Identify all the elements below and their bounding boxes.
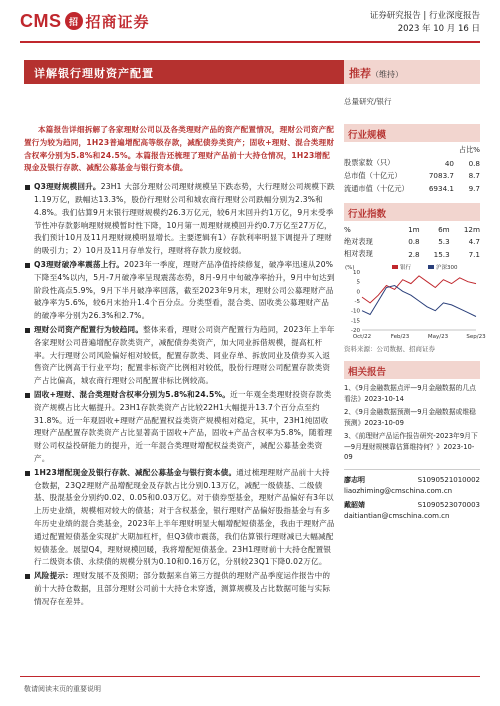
x-tick-label: May/23 — [427, 334, 449, 341]
footer-divider — [20, 676, 480, 677]
scale-table — [344, 144, 480, 195]
table-row: 股票家数（只） 40 0.8 — [344, 158, 480, 168]
rating-sub: （维持） — [371, 70, 403, 79]
bullet-item: Q3理财规模回升。23H1 大部分理财公司理财规模呈下跌态势，大行理财公司规模下跌1.19万亿，跌幅达13.3%，股份行理财公司和城农商行理财公司跌幅分别为2.3%和4.8%。我们估算9月末银行理财规模约26.3万亿元，较6月末回升约1万亿，9月末受季节性冲存款影响理财规模暂时性下降，10月第一周理财规模回升约0.7万亿至27万亿，我们预计10月及11月理财规模明显增长。主要逻辑有1）存款利率明显下调提升了理财的吸引力；2）10月及11月存单发行，理财将存款力度较弱。 — [24, 181, 336, 258]
legend-swatch — [428, 265, 434, 269]
related-report-link[interactable]: 2、《9月金融数据预测—9月金融数据或维稳预测》2023-10-09 — [344, 408, 476, 427]
legend-label: 沪深300 — [436, 265, 458, 272]
index-chart — [344, 262, 486, 342]
y-tick-label: -15 — [351, 318, 360, 325]
report-kind: 行业深度报告 — [428, 11, 480, 21]
rating-label: 推荐 — [349, 67, 371, 80]
bullet-list — [24, 181, 336, 608]
bullet-item: Q3理财破净率震荡上行。2023年一季度，理财产品净值持续修复，破净率迅速从20%下降至4%以内，5月-7月破净率呈现震荡态势，8月-9月中旬破净率抬升，9月中旬达到阶段性高点5.9%，9月下半月破净率回落，截至2023年9月末，理财公司公募理财产品破净率为5.6%，较6月末抬升1.4个百分点。分类型看，混合类、固收类公募理财产品的破净率分别为26.3%和2.7%。 — [24, 259, 336, 323]
related-report-link[interactable]: 1、《9月金融数据点评—9月金融数据的几点看法》2023-10-14 — [344, 384, 476, 403]
table-row: 绝对表现 0.8 5.3 4.7 — [344, 236, 480, 247]
page-header — [0, 0, 500, 42]
industry-tag: 总量研究/银行 — [344, 97, 392, 106]
x-tick-label: Sep/23 — [466, 334, 486, 341]
index-title: 行业指数 — [344, 203, 480, 221]
report-title: 详解银行理财资产配置 — [34, 67, 154, 80]
y-tick-label: 0 — [356, 289, 360, 296]
chart-source: 资料来源：公司数据、招商证券 — [344, 345, 435, 354]
rating-box — [344, 60, 480, 84]
related-report-link[interactable]: 3、《前理财产品运作报告研究-2023年9月下—9月理财规模靠估算维持何？》2023-10-09 — [344, 432, 478, 462]
scale-unit: 占比% — [458, 145, 480, 155]
table-row: 相对表现 2.8 15.3 7.1 — [344, 249, 480, 259]
table-row: 总市值（十亿元） 7083.7 8.7 — [344, 170, 480, 181]
related-list — [344, 383, 480, 463]
analyst-cert: S1090521010002 — [417, 475, 480, 484]
brand-logo — [20, 10, 150, 32]
analyst-block — [344, 469, 480, 522]
analyst-name: 戴韶婧 — [344, 500, 365, 509]
series-line — [362, 286, 476, 317]
logo-cn: 招商证券 — [85, 12, 150, 31]
bullet-item: 风险提示：理财发展不及预期；部分数据来自第三方提供的理财产品季度运作报告中的前十大持仓数据，且部分理财公司前十大持仓未穿透，测算规模及占比数据可能与实际情况存在差异。 — [24, 570, 336, 608]
legend-label: 银行 — [400, 265, 412, 272]
bullet-item: 理财公司资产配置行为较趋同。整体来看，理财公司资产配置行为趋同，2023年上半年各家理财公司普遍增配存款类资产，减配债券类资产，加大同业拆借规模，提高杠杆率。大行理财公司风险偏好相对较低，配置存款类、同业存单、拆放同业及债券买入返售资产比例高于行业平均；配置非标资产比例相对较低，股份行理财公司配置存款类资产占比偏高，城农商行理财公司配置非标比例较高。 — [24, 324, 336, 388]
y-axis-label: (%) — [345, 265, 355, 272]
scale-title: 行业规模 — [344, 124, 480, 142]
y-tick-label: -5 — [354, 299, 360, 306]
footer-note: 敬请阅读末页的重要说明 — [24, 685, 101, 693]
analyst-email[interactable]: liaozhiming@cmschina.com.cn — [344, 486, 453, 495]
header-meta: 证券研究报告 | 行业深度报告 2023 年 10 月 16 日 — [369, 11, 480, 34]
x-tick-label: Feb/23 — [390, 334, 410, 341]
table-row: 流通市值（十亿元） 6934.1 9.7 — [344, 183, 480, 194]
analyst-email[interactable]: daitiantian@cmschina.com.cn — [344, 511, 450, 520]
legend-swatch — [392, 265, 398, 269]
header-divider — [20, 41, 480, 43]
sidebar — [344, 124, 486, 525]
x-tick-label: Oct/22 — [352, 334, 372, 341]
main-content — [24, 124, 336, 609]
y-tick-label: 5 — [356, 279, 360, 286]
report-date: 2023 年 10 月 16 日 — [397, 24, 480, 34]
logo-cms: CMS — [20, 10, 62, 31]
index-chart-svg — [344, 262, 486, 342]
bullet-item: 1H23增配现金及银行存款、减配公募基金与银行资本债。通过梳理理财产品前十大持仓数据，23Q2理财产品增配现金及存款占比分别0.13万亿，减配一级债基、二级债基、股混基金分别约0.02、0.05和0.03万亿。对于债券型基金，理财产品偏好有3年以上历史业绩，规模相对较大的债基；对于含权基金，银行理财产品偏好股指基金与有多年历史业绩的混合类基金，2023年上半年理财明显大幅增配短债基金，我由于理财产品通过配置短债基金实现扩大期加杠杆，但Q3债市震荡，我们估算银行理财减已大幅减配短债基金。展望Q4，理财规模回暖，我将增配短债基金。23H1理财前十大持仓配置银行二级资本债、永续债的规模分别为0.10和0.16万亿，分别较23Q1下降0.02万亿。 — [24, 467, 336, 569]
y-tick-label: -10 — [351, 308, 360, 315]
report-type: 证券研究报告 — [369, 11, 421, 21]
perf-table: % 1m 6m 12m 绝对表现 0.8 5.3 4.7 相对表现 2.8 15.3 7.1 — [344, 225, 480, 259]
title-banner — [24, 60, 344, 84]
analyst-cert: S1090523070003 — [417, 500, 480, 509]
y-tick-label: -20 — [351, 328, 360, 335]
analyst-name: 廖志明 — [344, 475, 365, 484]
y-tick-label: 10 — [353, 270, 360, 277]
intro-paragraph: 本篇报告详细拆解了各家理财公司以及各类理财产品的资产配置情况，理财公司资产配置行为较为趋同，1H23普遍增配高等级存款，减配债券类资产；固收+理财、混合类理财含权率分别为5.8%和24.5%。本篇报告还梳理了理财产品前十大持仓情况，1H23增配现金及银行存款、减配公募基金与银行资本债。 — [24, 125, 335, 173]
logo-seal-icon: 招 — [65, 12, 83, 30]
bullet-item: 固收+理财、混合类理财含权率分别为5.8%和24.5%。近一年观全类理财投资存款类资产规模占比大幅提升。23H1存款类资产占比较22H1大幅提升13.7个百分点至约31.8%。近一年观固收+理财产品配置权益类资产规模相对稳定，其中，23H1纯固收理财产品配置存款类资产占比显著高于固收+产品，固收+产品含权率为5.8%，随着理财公司权益投研能力的提升，近一年混合类理财增配权益类资产，减配公募基金类资产。 — [24, 389, 336, 466]
related-title: 相关报告 — [344, 361, 480, 379]
